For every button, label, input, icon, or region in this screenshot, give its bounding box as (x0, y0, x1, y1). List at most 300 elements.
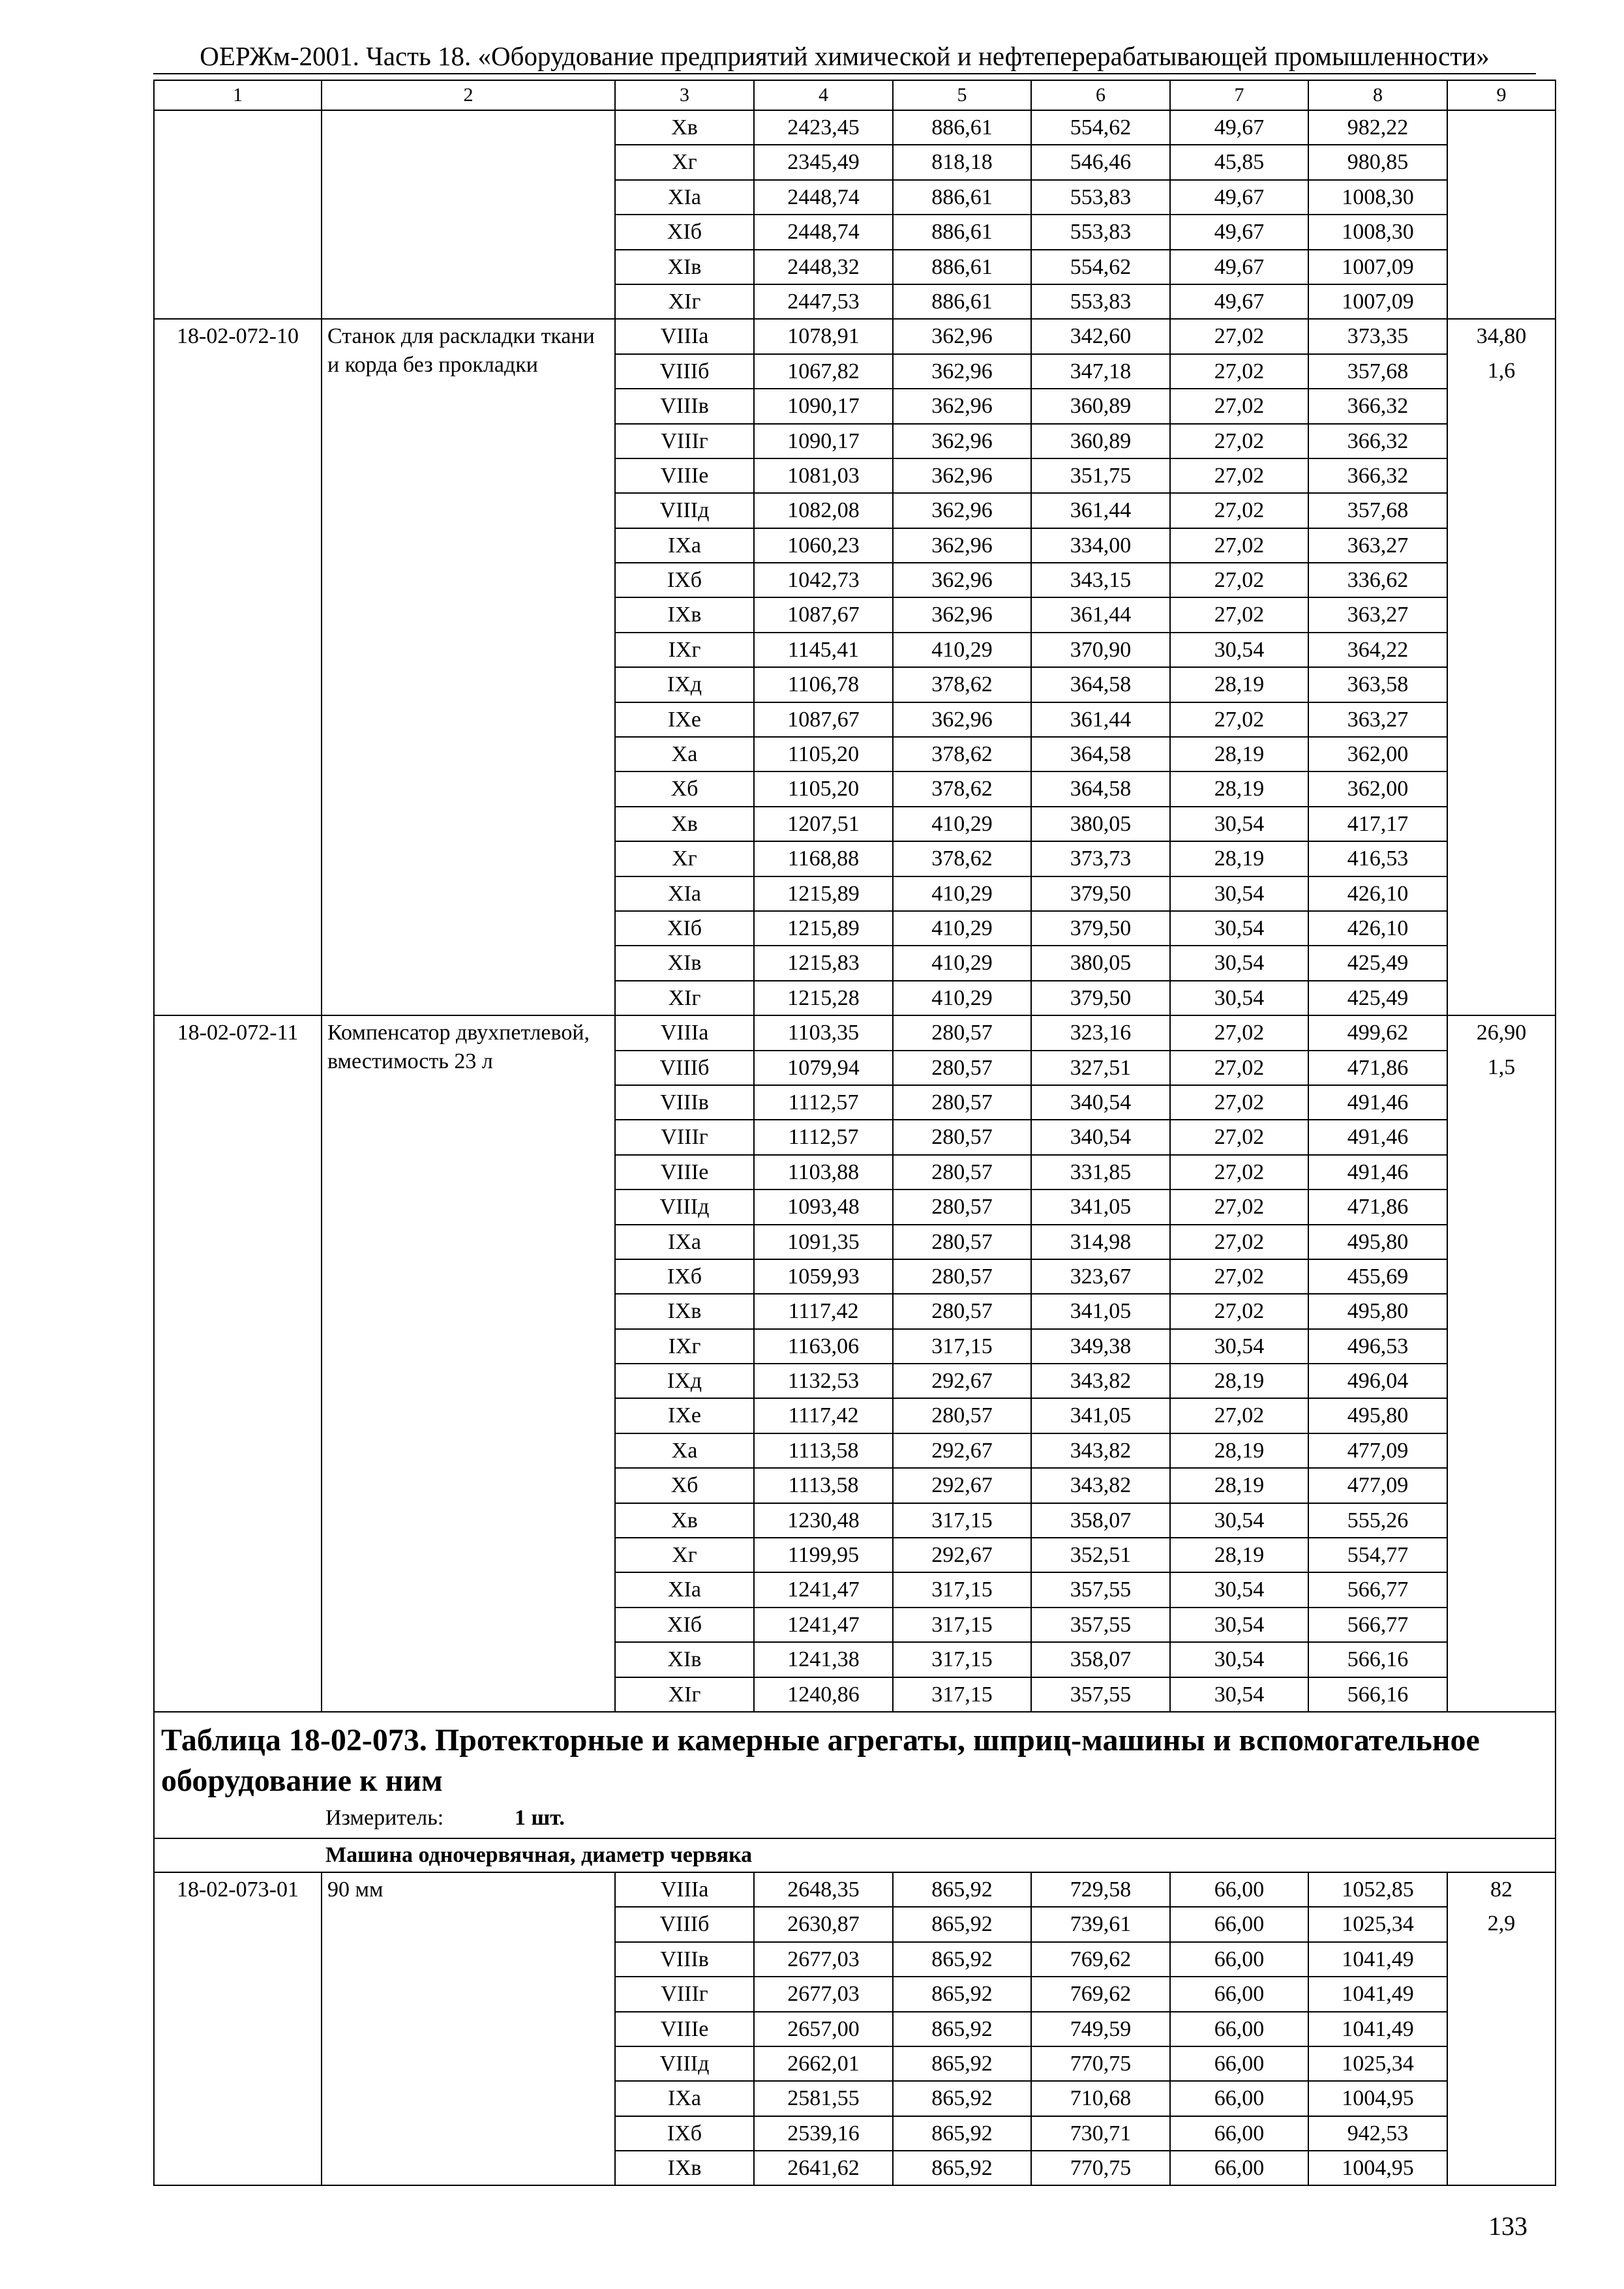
value-cell: 2539,16 (754, 2116, 893, 2151)
value-cell: 566,77 (1308, 1572, 1447, 1607)
value-cell: 357,55 (1031, 1572, 1170, 1607)
value-cell: 378,62 (893, 841, 1031, 876)
page-header: ОЕРЖм-2001. Часть 18. «Оборудование предприятий химической и нефтеперерабатывающей промышленности» (200, 41, 1490, 71)
value-cell: 343,82 (1031, 1433, 1170, 1468)
value-cell: 347,18 (1031, 354, 1170, 389)
value-cell: 410,29 (893, 981, 1031, 1015)
column-number: 8 (1308, 80, 1447, 110)
value-cell: 1025,34 (1308, 1907, 1447, 1941)
value-cell: 1041,49 (1308, 2012, 1447, 2046)
value-cell: 378,62 (893, 667, 1031, 702)
value-cell: 49,67 (1170, 215, 1308, 249)
value-cell: 27,02 (1170, 597, 1308, 632)
value-cell: 27,02 (1170, 1294, 1308, 1328)
value-cell: 886,61 (893, 284, 1031, 319)
value-cell: 471,86 (1308, 1189, 1447, 1224)
region-code: IXб (615, 563, 754, 597)
region-code: Xв (615, 110, 754, 145)
value-cell: 362,96 (893, 389, 1031, 423)
value-cell: 1145,41 (754, 633, 893, 667)
region-code: VIIIв (615, 1085, 754, 1120)
row-code: 18-02-073-01 (154, 1872, 322, 2186)
value-cell: 1113,58 (754, 1468, 893, 1503)
value-cell: 364,58 (1031, 771, 1170, 806)
value-cell: 349,38 (1031, 1329, 1170, 1364)
value-cell: 66,00 (1170, 2116, 1308, 2151)
value-cell: 28,19 (1170, 1433, 1308, 1468)
value-cell: 362,96 (893, 354, 1031, 389)
value-cell: 66,00 (1170, 2151, 1308, 2185)
value-cell: 566,16 (1308, 1677, 1447, 1712)
value-cell: 366,32 (1308, 424, 1447, 458)
table-row (154, 110, 1556, 145)
value-cell: 361,44 (1031, 493, 1170, 528)
value-cell: 357,55 (1031, 1608, 1170, 1642)
value-cell: 1078,91 (754, 319, 893, 353)
value-cell: 410,29 (893, 876, 1031, 911)
value-cell: 491,46 (1308, 1085, 1447, 1120)
value-cell: 362,96 (893, 563, 1031, 597)
value-cell: 865,92 (893, 1977, 1031, 2011)
value-cell: 1113,58 (754, 1433, 893, 1468)
region-code: Xа (615, 1433, 754, 1468)
region-code: Xб (615, 1468, 754, 1503)
value-cell: 361,44 (1031, 597, 1170, 632)
region-code: XIб (615, 1608, 754, 1642)
value-cell: 1241,47 (754, 1572, 893, 1607)
column-number: 2 (322, 80, 615, 110)
region-code: IXв (615, 2151, 754, 2185)
value-cell: 2447,53 (754, 284, 893, 319)
value-cell: 2677,03 (754, 1942, 893, 1977)
value-cell: 361,44 (1031, 702, 1170, 737)
region-code: IXв (615, 1294, 754, 1328)
value-cell: 554,77 (1308, 1538, 1447, 1572)
value-cell: 739,61 (1031, 1907, 1170, 1941)
value-cell: 1112,57 (754, 1120, 893, 1154)
value-cell: 2677,03 (754, 1977, 893, 2011)
value-cell: 27,02 (1170, 493, 1308, 528)
region-code: VIIIд (615, 493, 754, 528)
value-cell: 27,02 (1170, 1120, 1308, 1154)
value-cell: 2448,32 (754, 250, 893, 284)
value-cell: 566,16 (1308, 1642, 1447, 1677)
column-number-row (154, 80, 1556, 110)
value-cell: 2423,45 (754, 110, 893, 145)
value-cell: 30,54 (1170, 911, 1308, 946)
value-cell: 317,15 (893, 1572, 1031, 1607)
value-cell: 379,50 (1031, 876, 1170, 911)
value-cell: 730,71 (1031, 2116, 1170, 2151)
value-cell: 1106,78 (754, 667, 893, 702)
value-cell: 410,29 (893, 946, 1031, 980)
value-cell: 27,02 (1170, 528, 1308, 563)
value-cell: 1207,51 (754, 807, 893, 841)
row-description: Станок для раскладки ткани и корда без прокладки (322, 319, 615, 1015)
col9-value (1447, 110, 1556, 145)
value-cell: 292,67 (893, 1433, 1031, 1468)
value-cell: 769,62 (1031, 1942, 1170, 1977)
value-cell: 317,15 (893, 1677, 1031, 1712)
value-cell: 1008,30 (1308, 180, 1447, 215)
value-cell: 1117,42 (754, 1294, 893, 1328)
value-cell: 426,10 (1308, 876, 1447, 911)
value-cell: 770,75 (1031, 2151, 1170, 2185)
value-cell: 378,62 (893, 737, 1031, 771)
value-cell: 351,75 (1031, 458, 1170, 493)
table-row (154, 319, 1556, 353)
measure-cell (154, 1803, 1556, 1838)
value-cell: 27,02 (1170, 1085, 1308, 1120)
region-code: Xв (615, 1503, 754, 1538)
value-cell: 1103,88 (754, 1155, 893, 1189)
value-cell: 982,22 (1308, 110, 1447, 145)
col9-value (1447, 145, 1556, 319)
value-cell: 317,15 (893, 1608, 1031, 1642)
value-cell: 769,62 (1031, 1977, 1170, 2011)
value-cell: 28,19 (1170, 1364, 1308, 1398)
row-description (322, 110, 615, 319)
region-code: Xг (615, 841, 754, 876)
value-cell: 555,26 (1308, 1503, 1447, 1538)
value-cell: 66,00 (1170, 1942, 1308, 1977)
value-cell: 1215,28 (754, 981, 893, 1015)
value-cell: 1163,06 (754, 1329, 893, 1364)
value-cell: 554,62 (1031, 110, 1170, 145)
value-cell: 1117,42 (754, 1398, 893, 1433)
value-cell: 380,05 (1031, 946, 1170, 980)
measure-value: 1 шт. (515, 1805, 565, 1830)
region-code: VIIIб (615, 354, 754, 389)
value-cell: 27,02 (1170, 319, 1308, 353)
value-cell: 425,49 (1308, 946, 1447, 980)
region-code: VIIIб (615, 1907, 754, 1941)
value-cell: 1241,47 (754, 1608, 893, 1642)
region-code: XIб (615, 911, 754, 946)
value-cell: 410,29 (893, 911, 1031, 946)
value-cell: 341,05 (1031, 1398, 1170, 1433)
value-cell: 1008,30 (1308, 215, 1447, 249)
table-row (154, 1015, 1556, 1050)
value-cell: 280,57 (893, 1085, 1031, 1120)
value-cell: 66,00 (1170, 2012, 1308, 2046)
value-cell: 327,51 (1031, 1051, 1170, 1085)
value-cell: 66,00 (1170, 2081, 1308, 2116)
value-cell: 27,02 (1170, 1259, 1308, 1294)
value-cell: 66,00 (1170, 1907, 1308, 1941)
region-code: XIв (615, 250, 754, 284)
value-cell: 30,54 (1170, 981, 1308, 1015)
value-cell: 410,29 (893, 633, 1031, 667)
value-cell: 1240,86 (754, 1677, 893, 1712)
region-code: Xб (615, 771, 754, 806)
value-cell: 280,57 (893, 1120, 1031, 1154)
value-cell: 30,54 (1170, 1329, 1308, 1364)
value-cell: 477,09 (1308, 1433, 1447, 1468)
value-cell: 280,57 (893, 1051, 1031, 1085)
value-cell: 471,86 (1308, 1051, 1447, 1085)
column-number: 5 (893, 80, 1031, 110)
value-cell: 27,02 (1170, 424, 1308, 458)
value-cell: 66,00 (1170, 2046, 1308, 2081)
value-cell: 27,02 (1170, 702, 1308, 737)
value-cell: 49,67 (1170, 180, 1308, 215)
value-cell: 416,53 (1308, 841, 1447, 876)
value-cell: 30,54 (1170, 807, 1308, 841)
value-cell: 30,54 (1170, 876, 1308, 911)
region-code: IXб (615, 1259, 754, 1294)
value-cell: 28,19 (1170, 1538, 1308, 1572)
value-cell: 865,92 (893, 1907, 1031, 1941)
value-cell: 336,62 (1308, 563, 1447, 597)
value-cell: 360,89 (1031, 389, 1170, 423)
row-description: 90 мм (322, 1872, 615, 2186)
value-cell: 27,02 (1170, 1189, 1308, 1224)
value-cell: 886,61 (893, 250, 1031, 284)
value-cell: 2581,55 (754, 2081, 893, 2116)
value-cell: 455,69 (1308, 1259, 1447, 1294)
region-code: IXг (615, 1329, 754, 1364)
value-cell: 710,68 (1031, 2081, 1170, 2116)
value-cell: 1042,73 (754, 563, 893, 597)
value-cell: 49,67 (1170, 110, 1308, 145)
region-code: VIIIд (615, 2046, 754, 2081)
value-cell: 360,89 (1031, 424, 1170, 458)
value-cell: 362,00 (1308, 771, 1447, 806)
value-cell: 1060,23 (754, 528, 893, 563)
region-code: XIг (615, 284, 754, 319)
value-cell: 865,92 (893, 1872, 1031, 1907)
value-cell: 363,58 (1308, 667, 1447, 702)
value-cell: 362,96 (893, 319, 1031, 353)
value-cell: 496,53 (1308, 1329, 1447, 1364)
value-cell: 45,85 (1170, 145, 1308, 179)
value-cell: 358,07 (1031, 1642, 1170, 1677)
region-code: XIа (615, 180, 754, 215)
value-cell: 1007,09 (1308, 250, 1447, 284)
value-cell: 886,61 (893, 110, 1031, 145)
value-cell: 1168,88 (754, 841, 893, 876)
col9-value: 1,5 (1447, 1051, 1556, 1712)
row-code (154, 110, 322, 319)
value-cell: 2662,01 (754, 2046, 893, 2081)
value-cell: 554,62 (1031, 250, 1170, 284)
column-number: 9 (1447, 80, 1556, 110)
value-cell: 2641,62 (754, 2151, 893, 2185)
value-cell: 1090,17 (754, 424, 893, 458)
value-cell: 28,19 (1170, 1468, 1308, 1503)
region-code: IXг (615, 633, 754, 667)
region-code: VIIIб (615, 1051, 754, 1085)
region-code: VIIIв (615, 1942, 754, 1977)
value-cell: 1091,35 (754, 1225, 893, 1259)
rates-table-body (154, 80, 1556, 2185)
region-code: VIIIа (615, 1015, 754, 1050)
value-cell: 491,46 (1308, 1120, 1447, 1154)
value-cell: 28,19 (1170, 841, 1308, 876)
value-cell: 27,02 (1170, 1155, 1308, 1189)
value-cell: 2630,87 (754, 1907, 893, 1941)
value-cell: 362,96 (893, 597, 1031, 632)
row-code: 18-02-072-10 (154, 319, 322, 1015)
value-cell: 280,57 (893, 1189, 1031, 1224)
value-cell: 49,67 (1170, 250, 1308, 284)
value-cell: 27,02 (1170, 1015, 1308, 1050)
column-number: 7 (1170, 80, 1308, 110)
value-cell: 280,57 (893, 1015, 1031, 1050)
region-code: IXд (615, 667, 754, 702)
region-code: XIб (615, 215, 754, 249)
region-code: VIIIа (615, 319, 754, 353)
column-number: 4 (754, 80, 893, 110)
value-cell: 1007,09 (1308, 284, 1447, 319)
value-cell: 27,02 (1170, 1398, 1308, 1433)
value-cell: 1112,57 (754, 1085, 893, 1120)
value-cell: 27,02 (1170, 1225, 1308, 1259)
value-cell: 362,96 (893, 493, 1031, 528)
value-cell: 363,27 (1308, 702, 1447, 737)
value-cell: 28,19 (1170, 667, 1308, 702)
value-cell: 280,57 (893, 1259, 1031, 1294)
value-cell: 1025,34 (1308, 2046, 1447, 2081)
value-cell: 1004,95 (1308, 2151, 1447, 2185)
region-code: Xг (615, 145, 754, 179)
value-cell: 942,53 (1308, 2116, 1447, 2151)
table-row (154, 1872, 1556, 1907)
region-code: VIIIе (615, 1155, 754, 1189)
table-title: Таблица 18-02-073. Протекторные и камерные агрегаты, шприц-машины и вспомогательное оборудование к ним (154, 1712, 1556, 1803)
value-cell: 865,92 (893, 1942, 1031, 1977)
value-cell: 27,02 (1170, 458, 1308, 493)
region-code: Xв (615, 807, 754, 841)
value-cell: 425,49 (1308, 981, 1447, 1015)
value-cell: 553,83 (1031, 284, 1170, 319)
value-cell: 314,98 (1031, 1225, 1170, 1259)
region-code: IXв (615, 597, 754, 632)
value-cell: 370,90 (1031, 633, 1170, 667)
value-cell: 378,62 (893, 771, 1031, 806)
region-code: IXа (615, 1225, 754, 1259)
region-code: XIг (615, 981, 754, 1015)
value-cell: 865,92 (893, 2151, 1031, 2185)
value-cell: 886,61 (893, 180, 1031, 215)
section-row (154, 1838, 1556, 1872)
value-cell: 566,77 (1308, 1608, 1447, 1642)
section-title: Машина одночервячная, диаметр червяка (154, 1838, 1556, 1872)
value-cell: 362,96 (893, 424, 1031, 458)
value-cell: 280,57 (893, 1225, 1031, 1259)
value-cell: 364,58 (1031, 667, 1170, 702)
value-cell: 495,80 (1308, 1398, 1447, 1433)
value-cell: 1105,20 (754, 771, 893, 806)
value-cell: 357,68 (1308, 493, 1447, 528)
value-cell: 379,50 (1031, 981, 1170, 1015)
value-cell: 30,54 (1170, 1677, 1308, 1712)
value-cell: 343,82 (1031, 1468, 1170, 1503)
value-cell: 1132,53 (754, 1364, 893, 1398)
value-cell: 546,46 (1031, 145, 1170, 179)
value-cell: 865,92 (893, 2046, 1031, 2081)
value-cell: 323,16 (1031, 1015, 1170, 1050)
value-cell: 495,80 (1308, 1294, 1447, 1328)
value-cell: 362,96 (893, 458, 1031, 493)
value-cell: 1087,67 (754, 702, 893, 737)
value-cell: 357,68 (1308, 354, 1447, 389)
column-number: 1 (154, 80, 322, 110)
region-code: Xг (615, 1538, 754, 1572)
value-cell: 1215,89 (754, 911, 893, 946)
region-code: XIв (615, 1642, 754, 1677)
region-code: VIIIг (615, 1120, 754, 1154)
value-cell: 28,19 (1170, 737, 1308, 771)
region-code: IXа (615, 528, 754, 563)
value-cell: 1230,48 (754, 1503, 893, 1538)
value-cell: 865,92 (893, 2012, 1031, 2046)
table-title-row (154, 1712, 1556, 1803)
region-code: XIа (615, 876, 754, 911)
value-cell: 343,82 (1031, 1364, 1170, 1398)
value-cell: 1215,89 (754, 876, 893, 911)
value-cell: 553,83 (1031, 215, 1170, 249)
value-cell: 362,00 (1308, 737, 1447, 771)
header-rule (153, 73, 1536, 74)
value-cell: 30,54 (1170, 946, 1308, 980)
value-cell: 2345,49 (754, 145, 893, 179)
region-code: IXб (615, 2116, 754, 2151)
col9-value: 82 (1447, 1872, 1556, 1907)
value-cell: 496,04 (1308, 1364, 1447, 1398)
value-cell: 362,96 (893, 528, 1031, 563)
region-code: IXа (615, 2081, 754, 2116)
value-cell: 495,80 (1308, 1225, 1447, 1259)
value-cell: 410,29 (893, 807, 1031, 841)
value-cell: 334,00 (1031, 528, 1170, 563)
measure-row (154, 1803, 1556, 1838)
value-cell: 491,46 (1308, 1155, 1447, 1189)
value-cell: 341,05 (1031, 1189, 1170, 1224)
region-code: XIг (615, 1677, 754, 1712)
region-code: VIIIг (615, 1977, 754, 2011)
value-cell: 417,17 (1308, 807, 1447, 841)
value-cell: 27,02 (1170, 1051, 1308, 1085)
value-cell: 1082,08 (754, 493, 893, 528)
value-cell: 352,51 (1031, 1538, 1170, 1572)
value-cell: 341,05 (1031, 1294, 1170, 1328)
col9-value: 1,6 (1447, 354, 1556, 1015)
region-code: IXе (615, 1398, 754, 1433)
value-cell: 1004,95 (1308, 2081, 1447, 2116)
value-cell: 30,54 (1170, 1608, 1308, 1642)
value-cell: 373,73 (1031, 841, 1170, 876)
value-cell: 1087,67 (754, 597, 893, 632)
value-cell: 770,75 (1031, 2046, 1170, 2081)
value-cell: 366,32 (1308, 458, 1447, 493)
value-cell: 729,58 (1031, 1872, 1170, 1907)
value-cell: 980,85 (1308, 145, 1447, 179)
value-cell: 357,55 (1031, 1677, 1170, 1712)
value-cell: 66,00 (1170, 1977, 1308, 2011)
value-cell: 2648,35 (754, 1872, 893, 1907)
value-cell: 477,09 (1308, 1468, 1447, 1503)
rates-table (153, 80, 1556, 2186)
region-code: IXе (615, 702, 754, 737)
value-cell: 49,67 (1170, 284, 1308, 319)
value-cell: 865,92 (893, 2116, 1031, 2151)
value-cell: 426,10 (1308, 911, 1447, 946)
value-cell: 553,83 (1031, 180, 1170, 215)
value-cell: 1041,49 (1308, 1977, 1447, 2011)
value-cell: 364,22 (1308, 633, 1447, 667)
